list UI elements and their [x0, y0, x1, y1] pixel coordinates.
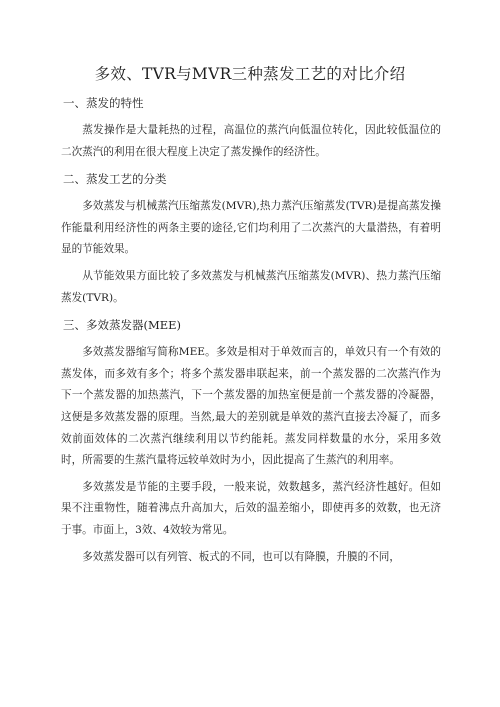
section-heading-mee: 三、多效蒸发器(MEE): [63, 318, 182, 333]
paragraph-energy-comparison: 从节能效果方面比较了多效蒸发与机械蒸汽压缩蒸发(MVR)、热力蒸汽压缩蒸发(TVR)。: [61, 269, 441, 304]
paragraph-process-classification: 多效蒸发与机械蒸汽压缩蒸发(MVR),热力蒸汽压缩蒸发(TVR)是提高蒸发操作能量利用经济性的两条主要的途径,它们均利用了二次蒸汽的大量潜热，有着明显的节能效果。: [61, 200, 441, 256]
paragraph-mee-energy-saving: 多效蒸发是节能的主要手段，一般来说，效数越多，蒸汽经济性越好。但如果不注重物性，随着沸点升高加大，后效的温差缩小，即使再多的效数，也无济于事。市面上，3效、4效较为常见。: [61, 480, 441, 536]
paragraph-evaporation-characteristics: 蒸发操作是大量耗热的过程，高温位的蒸汽向低温位转化，因此较低温位的二次蒸汽的利用在很大程度上决定了蒸发操作的经济性。: [61, 124, 441, 158]
document-title: 多效、TVR与MVR三种蒸发工艺的对比介绍: [94, 65, 406, 83]
paragraph-mee-principle: 多效蒸发器缩写简称MEE。多效是相对于单效而言的，单效只有一个有效的蒸发体，而多效有多个；将多个蒸发器串联起来，前一个蒸发器的二次蒸汽作为下一个蒸发器的加热蒸汽，下一个蒸发器的加热室便是前一个蒸发器的冷凝器，这便是多效蒸发器的原理。当然,最大的差别就是单效的蒸汽直接去冷凝了，而多效前面效体的二次蒸汽继续利用以节约能耗。蒸发同样数量的水分，采用多效时，所需要的生蒸汽量将远较单效时为小，因此提高了生蒸汽的利用率。: [61, 346, 441, 467]
section-heading-process-classification: 二、蒸发工艺的分类: [63, 172, 167, 187]
section-heading-evaporation-characteristics: 一、蒸发的特性: [63, 96, 144, 110]
document-body: [61, 92, 441, 568]
paragraph-mee-types: 多效蒸发器可以有列管、板式的不同，也可以有降膜，升膜的不同，: [82, 550, 400, 563]
